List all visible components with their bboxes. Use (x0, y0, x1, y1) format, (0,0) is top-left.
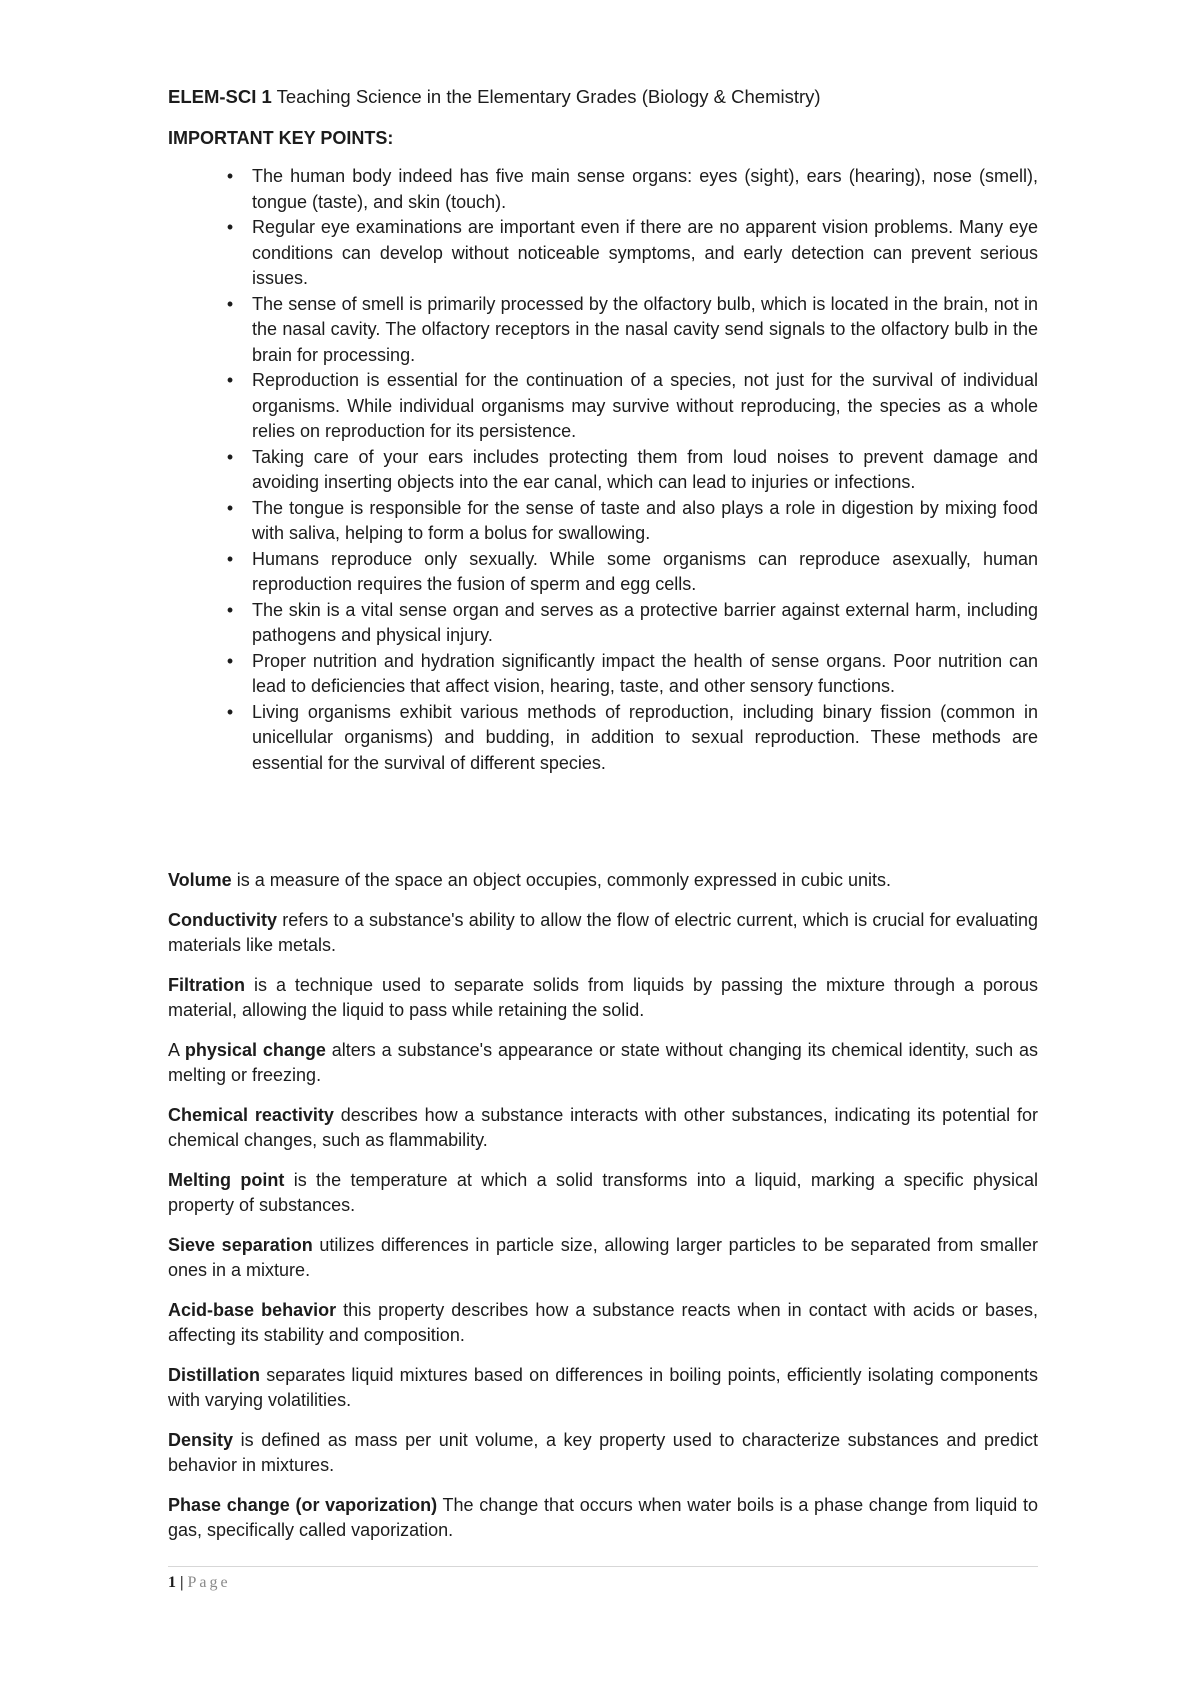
definition-paragraph (168, 1363, 1038, 1414)
bullet-icon: • (226, 370, 234, 390)
key-point-item (220, 445, 1038, 496)
course-code: ELEM-SCI 1 (168, 86, 272, 107)
key-point-item (220, 649, 1038, 700)
definition-text: is defined as mass per unit volume, a key property used to characterize substances and predict behavior in mixtures. (168, 1429, 1038, 1475)
definition-term: Density (168, 1429, 234, 1450)
definition-paragraph (168, 1428, 1038, 1479)
bullet-icon: • (226, 548, 234, 569)
definition-paragraph (168, 908, 1038, 959)
definition-term: Melting point (168, 1169, 285, 1190)
page-label: Page (187, 1574, 231, 1591)
definition-text: this property describes how a substance reacts when in contact with acids or bases, affecting its stability and composition. (168, 1299, 1038, 1345)
definition-paragraph (168, 1103, 1038, 1154)
course-title (168, 84, 821, 110)
key-point-item (220, 215, 1038, 292)
definition-term: physical change (184, 1039, 326, 1060)
definition-lead: A (168, 1039, 185, 1060)
definition-paragraph (168, 1493, 1038, 1544)
key-point-item (220, 292, 1038, 369)
definition-term: Phase change (or vaporization) (168, 1494, 438, 1515)
definition-term: Volume (168, 870, 232, 890)
definition-text: alters a substance's appearance or state without changing its chemical identity, such as melting or freezing. (168, 1039, 1038, 1085)
key-point-item (220, 368, 1038, 445)
key-point-text: Proper nutrition and hydration significantly impact the health of sense organs. Poor nutrition can lead to deficiencies that affect vision, hearing, taste, and other sensory functions. (252, 650, 1038, 696)
definition-text: is the temperature at which a solid transforms into a liquid, marking a specific physical property of substances. (168, 1169, 1038, 1215)
key-point-item (220, 700, 1038, 777)
key-point-item (220, 547, 1038, 598)
definition-paragraph (168, 1298, 1038, 1349)
definition-text: describes how a substance interacts with other substances, indicating its potential for chemical changes, such as flammability. (168, 1104, 1038, 1150)
key-point-item (220, 496, 1038, 547)
key-point-text: The human body indeed has five main sense organs: eyes (sight), ears (hearing), nose (smell), tongue (taste), and skin (touch). (252, 166, 1038, 212)
definition-term: Conductivity (168, 909, 278, 930)
definition-paragraph (168, 973, 1038, 1024)
course-name: Teaching Science in the Elementary Grades (Biology & Chemistry) (276, 86, 821, 107)
bullet-icon: • (226, 293, 234, 314)
key-point-text: Regular eye examinations are important even if there are no apparent vision problems. Many eye conditions can develop without noticeable symptoms, and early detection can prevent serious issues. (252, 217, 1038, 288)
key-point-text: The sense of smell is primarily processed by the olfactory bulb, which is located in the brain, not in the nasal cavity. The olfactory receptors in the nasal cavity send signals to the olfactory bulb in the brain for processing. (252, 293, 1038, 365)
bullet-icon: • (226, 166, 234, 186)
bullet-icon: • (226, 599, 234, 620)
key-point-item (220, 164, 1038, 215)
definitions-section (168, 868, 1038, 1558)
definition-term: Distillation (168, 1364, 261, 1385)
bullet-icon: • (226, 497, 234, 518)
footer-separator: | (180, 1574, 184, 1591)
definition-paragraph (168, 1233, 1038, 1284)
key-point-text: The skin is a vital sense organ and serves as a protective barrier against external harm, including pathogens and physical injury. (252, 599, 1038, 645)
key-point-text: Humans reproduce only sexually. While some organisms can reproduce asexually, human reproduction requires the fusion of sperm and egg cells. (252, 548, 1038, 594)
key-point-text: Living organisms exhibit various methods of reproduction, including binary fission (common in unicellular organisms) and budding, in addition to sexual reproduction. These methods are essential for the survival of different species. (252, 701, 1038, 773)
definition-paragraph (168, 1168, 1038, 1219)
definition-term: Chemical reactivity (168, 1104, 334, 1125)
bullet-icon: • (226, 217, 234, 237)
definition-text: The change that occurs when water boils is a phase change from liquid to gas, specifically called vaporization. (168, 1494, 1039, 1540)
section-heading: IMPORTANT KEY POINTS: (168, 128, 394, 148)
key-point-item (220, 598, 1038, 649)
definition-paragraph (168, 1038, 1038, 1089)
definition-text: is a measure of the space an object occupies, commonly expressed in cubic units. (231, 870, 892, 890)
bullet-icon: • (226, 446, 234, 467)
key-point-text: Taking care of your ears includes protecting them from loud noises to prevent damage and avoiding inserting objects into the ear canal, which can lead to injuries or infections. (252, 446, 1038, 492)
definition-term: Filtration (168, 974, 245, 995)
page-footer (168, 1572, 231, 1594)
footer-divider (168, 1566, 1038, 1567)
page-number: 1 (168, 1574, 176, 1591)
key-points-list (220, 164, 1038, 776)
definition-text: utilizes differences in particle size, allowing larger particles to be separated from smaller ones in a mixture. (168, 1234, 1038, 1280)
definition-term: Sieve separation (168, 1234, 313, 1255)
definition-term: Acid-base behavior (168, 1299, 337, 1320)
definition-text: refers to a substance's ability to allow the flow of electric current, which is crucial for evaluating materials like metals. (168, 909, 1038, 955)
definition-text: separates liquid mixtures based on differences in boiling points, efficiently isolating components with varying volatilities. (168, 1364, 1038, 1410)
definition-paragraph (168, 868, 1038, 894)
key-point-text: The tongue is responsible for the sense of taste and also plays a role in digestion by mixing food with saliva, helping to form a bolus for swallowing. (252, 497, 1038, 543)
definition-text: is a technique used to separate solids from liquids by passing the mixture through a porous material, allowing the liquid to pass while retaining the solid. (168, 974, 1038, 1020)
bullet-icon: • (226, 650, 234, 671)
bullet-icon: • (226, 701, 234, 722)
key-point-text: Reproduction is essential for the continuation of a species, not just for the survival of individual organisms. While individual organisms may survive without reproducing, the species as a whole relies on reproduction for its persistence. (252, 370, 1038, 441)
